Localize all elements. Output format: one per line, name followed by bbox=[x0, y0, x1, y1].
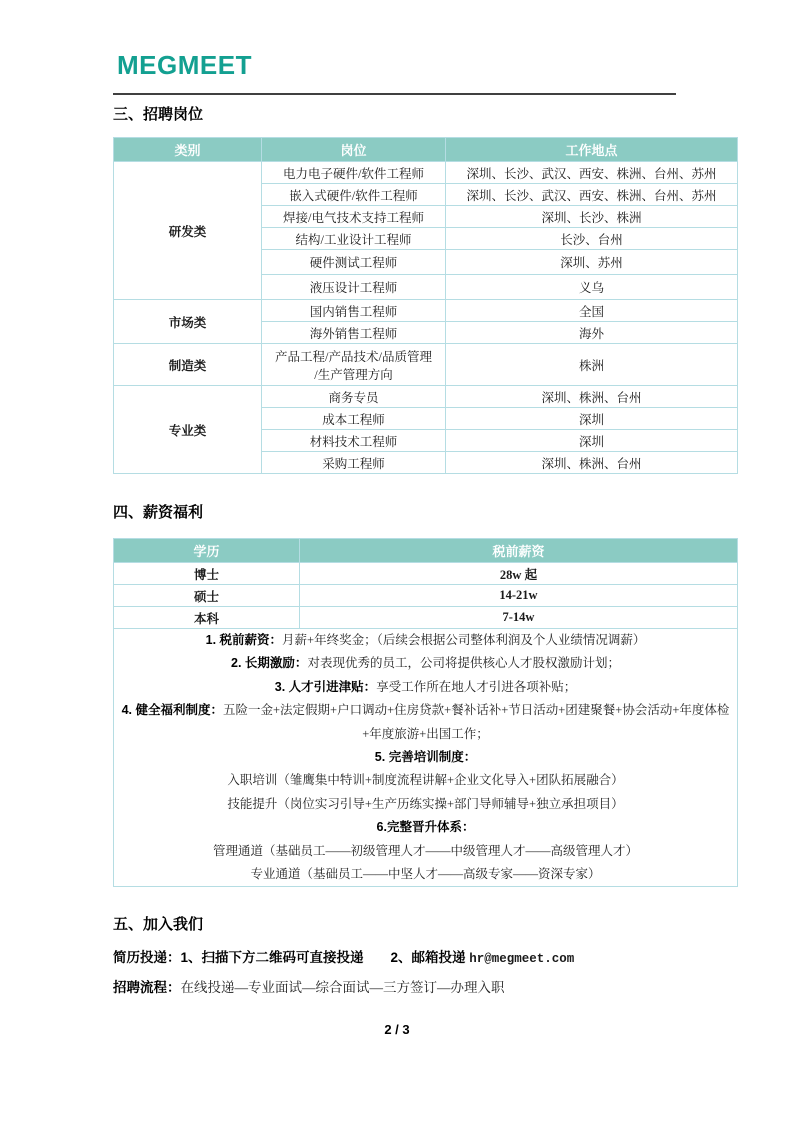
position-cell: 成本工程师 bbox=[262, 408, 446, 430]
header-cell-category: 类别 bbox=[114, 138, 262, 162]
note-text: 入职培训（雏鹰集中特训+制度流程讲解+企业文化导入+团队拓展融合） bbox=[227, 773, 624, 788]
note-line bbox=[118, 699, 733, 746]
location-cell: 全国 bbox=[446, 300, 738, 322]
resume-delivery-line bbox=[113, 946, 737, 966]
location-cell: 义乌 bbox=[446, 275, 738, 300]
note-text: 五险一金+法定假期+户口调动+住房贷款+餐补话补+节日活动+团建聚餐+协会活动+年度体检+年度旅游+出国工作； bbox=[223, 703, 730, 741]
note-label: 1. 税前薪资： bbox=[205, 633, 283, 647]
location-cell: 深圳、长沙、武汉、西安、株洲、台州、苏州 bbox=[446, 162, 738, 184]
table-row bbox=[114, 607, 738, 629]
salary-header-row bbox=[114, 539, 738, 563]
position-cell: 结构/工业设计工程师 bbox=[262, 228, 446, 250]
note-text: 专业通道（基础员工——中坚人才——高级专家——资深专家） bbox=[250, 867, 601, 882]
location-cell: 深圳、株洲、台州 bbox=[446, 452, 738, 474]
note-label: 2. 长期激励： bbox=[231, 656, 308, 671]
header-cell-position: 岗位 bbox=[262, 138, 446, 162]
location-cell: 深圳、苏州 bbox=[446, 250, 738, 275]
header-cell-degree: 学历 bbox=[114, 539, 300, 563]
location-cell: 深圳 bbox=[446, 408, 738, 430]
table-row bbox=[114, 563, 738, 585]
table-row bbox=[114, 300, 738, 322]
process-text: 在线投递—专业面试—综合面试—三方签订—办理入职 bbox=[180, 980, 505, 995]
note-text: 月薪+年终奖金；（后续会根据公司整体利润及个人业绩情况调薪） bbox=[282, 633, 646, 647]
degree-cell: 本科 bbox=[114, 607, 300, 629]
table-row bbox=[114, 386, 738, 408]
note-label: 5. 完善培训制度： bbox=[374, 750, 477, 765]
note-line bbox=[118, 863, 733, 886]
position-cell: 嵌入式硬件/软件工程师 bbox=[262, 184, 446, 206]
table-row bbox=[114, 629, 738, 887]
recruit-header-row bbox=[114, 138, 738, 162]
note-line bbox=[118, 676, 733, 699]
pay-cell: 14-21w bbox=[300, 585, 738, 607]
pay-cell: 28w 起 bbox=[300, 563, 738, 585]
recruit-process-line bbox=[113, 976, 737, 996]
note-label: 4. 健全福利制度： bbox=[121, 703, 223, 718]
location-cell: 深圳、株洲、台州 bbox=[446, 386, 738, 408]
resume-email: hr@megmeet.com bbox=[469, 952, 575, 966]
degree-cell: 博士 bbox=[114, 563, 300, 585]
header-divider bbox=[113, 93, 676, 95]
position-cell: 采购工程师 bbox=[262, 452, 446, 474]
section-heading-salary: 四、薪资福利 bbox=[113, 504, 204, 521]
position-cell: 材料技术工程师 bbox=[262, 430, 446, 452]
note-line bbox=[118, 629, 733, 652]
position-cell bbox=[262, 344, 446, 386]
note-line bbox=[118, 840, 733, 863]
degree-cell: 硕士 bbox=[114, 585, 300, 607]
page-number: 2 / 3 bbox=[384, 1022, 410, 1037]
table-row bbox=[114, 162, 738, 184]
position-cell: 国内销售工程师 bbox=[262, 300, 446, 322]
category-cell: 专业类 bbox=[114, 386, 262, 474]
location-cell: 株洲 bbox=[446, 344, 738, 386]
position-cell: 商务专员 bbox=[262, 386, 446, 408]
note-label: 6.完整晋升体系： bbox=[376, 820, 475, 835]
note-text: 管理通道（基础员工——初级管理人才——中级管理人才——高级管理人才） bbox=[212, 843, 638, 858]
position-cell: 液压设计工程师 bbox=[262, 275, 446, 300]
note-line bbox=[118, 652, 733, 675]
resume-label: 简历投递： bbox=[113, 950, 181, 965]
benefits-notes-cell bbox=[114, 629, 738, 887]
process-label: 招聘流程： bbox=[113, 980, 181, 995]
header-cell-location: 工作地点 bbox=[446, 138, 738, 162]
position-cell: 硬件测试工程师 bbox=[262, 250, 446, 275]
position-line-2: /生产管理方向 bbox=[314, 367, 393, 382]
note-text: 对表现优秀的员工，公司将提供核心人才股权激励计划； bbox=[307, 656, 620, 671]
note-line bbox=[118, 793, 733, 816]
table-row bbox=[114, 344, 738, 386]
location-cell: 深圳 bbox=[446, 430, 738, 452]
recruit-table bbox=[113, 137, 738, 474]
location-cell: 深圳、长沙、株洲 bbox=[446, 206, 738, 228]
note-line bbox=[118, 816, 733, 839]
category-cell: 市场类 bbox=[114, 300, 262, 344]
section-heading-join: 五、加入我们 bbox=[113, 916, 204, 933]
header-cell-pay: 税前薪资 bbox=[300, 539, 738, 563]
note-label: 3. 人才引进津贴： bbox=[274, 679, 377, 694]
resume-text: 1、扫描下方二维码可直接投递 2、邮箱投递 bbox=[180, 950, 470, 965]
location-cell: 深圳、长沙、武汉、西安、株洲、台州、苏州 bbox=[446, 184, 738, 206]
category-cell: 制造类 bbox=[114, 344, 262, 386]
section-heading-recruit: 三、招聘岗位 bbox=[113, 106, 204, 123]
note-line bbox=[118, 769, 733, 792]
pay-cell: 7-14w bbox=[300, 607, 738, 629]
location-cell: 长沙、台州 bbox=[446, 228, 738, 250]
position-cell: 电力电子硬件/软件工程师 bbox=[262, 162, 446, 184]
location-cell: 海外 bbox=[446, 322, 738, 344]
position-cell: 海外销售工程师 bbox=[262, 322, 446, 344]
note-line bbox=[118, 746, 733, 769]
category-cell: 研发类 bbox=[114, 162, 262, 300]
salary-table bbox=[113, 538, 738, 887]
position-line-1: 产品工程/产品技术/品质管理 bbox=[275, 349, 432, 364]
table-row bbox=[114, 585, 738, 607]
note-text: 享受工作所在地人才引进各项补贴； bbox=[376, 679, 577, 694]
position-cell: 焊接/电气技术支持工程师 bbox=[262, 206, 446, 228]
megmeet-logo: MEGMEET bbox=[117, 50, 252, 80]
note-text: 技能提升（岗位实习引导+生产历练实操+部门导师辅导+独立承担项目） bbox=[227, 796, 624, 811]
